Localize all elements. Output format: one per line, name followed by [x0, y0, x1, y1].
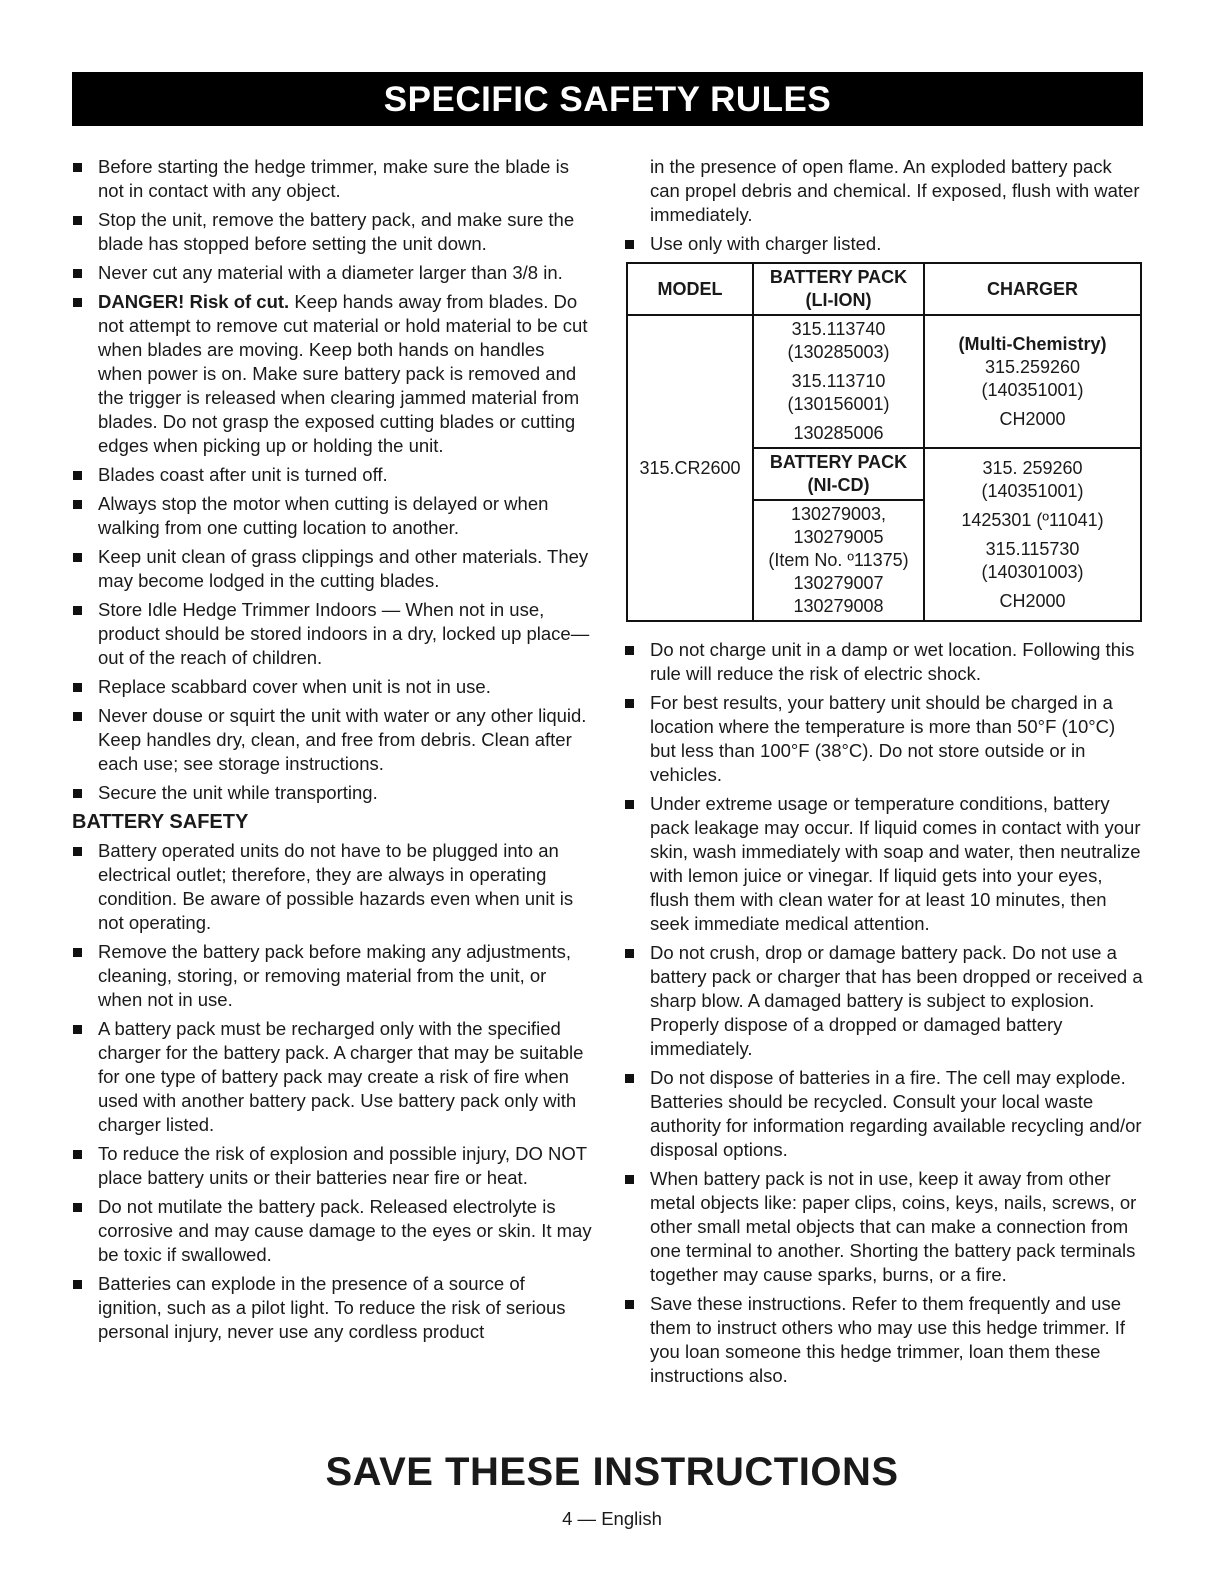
table-cell-line: 130279005	[793, 527, 884, 547]
battery-care-list	[624, 638, 1144, 1388]
table-cell-line: 315.113710	[791, 371, 886, 391]
danger-label: DANGER! Risk of cut.	[98, 291, 290, 312]
nicd-packs-cell	[753, 500, 924, 621]
table-cell-line: CH2000	[999, 590, 1066, 611]
trimmer-rules-list	[72, 155, 592, 805]
list-item: Keep unit clean of grass clippings and other materials. They may become lodged in the cutting blades.	[72, 545, 592, 593]
danger-text: Keep hands away from blades. Do not attempt to remove cut material or hold material to be cut when blades are moving. Keep both hands on handles when power is on. Make sure battery pack is removed and the trigger is released when clearing jammed material from blades. Do not grasp the exposed cutting blades or cutting edges when picking up or holding the unit.	[98, 291, 588, 456]
table-header-battery: BATTERY PACK (LI-ION)	[753, 263, 924, 315]
list-item: A battery pack must be recharged only with the specified charger for the battery pack. A charger that may be suitable for one type of battery pack may create a risk of fire when used with another battery pack. Use battery pack only with charger listed.	[72, 1017, 592, 1137]
nicd-chargers-cell	[924, 448, 1141, 621]
multi-chemistry-label: (Multi-Chemistry)	[958, 333, 1107, 354]
page-number: 4 — English	[562, 1508, 662, 1529]
list-item: Replace scabbard cover when unit is not in use.	[72, 675, 592, 699]
danger-item	[72, 290, 592, 458]
list-item: When battery pack is not in use, keep it away from other metal objects like: paper clips, coins, keys, nails, screws, or other small metal objects that can make a connection from one terminal to another. Shorting the battery pack terminals together may cause sparks, burns, or a fire.	[624, 1167, 1144, 1287]
continued-text: in the presence of open flame. An exploded battery pack can propel debris and chemical. If exposed, flush with water immediately.	[650, 156, 1140, 225]
table-cell-line: 1425301 (º11041)	[961, 509, 1104, 530]
battery-safety-list	[72, 839, 592, 1344]
table-cell-line: CH2000	[999, 408, 1066, 429]
list-item: Always stop the motor when cutting is delayed or when walking from one cutting location to another.	[72, 492, 592, 540]
table-cell-line: 315.115730	[985, 538, 1080, 559]
list-item: Never douse or squirt the unit with water or any other liquid. Keep handles dry, clean, and free from debris. Clean after each use; see storage instructions.	[72, 704, 592, 776]
table-cell-line: (140301003)	[981, 561, 1084, 582]
model-cell: 315.CR2600	[627, 315, 753, 621]
battery-safety-heading: BATTERY SAFETY	[72, 811, 249, 833]
charger-note-list	[624, 232, 1144, 256]
table-header-charger: CHARGER	[924, 263, 1141, 315]
list-item: Stop the unit, remove the battery pack, and make sure the blade has stopped before setting the unit down.	[72, 208, 592, 256]
list-item: Do not charge unit in a damp or wet location. Following this rule will reduce the risk of electric shock.	[624, 638, 1144, 686]
list-item: Battery operated units do not have to be plugged into an electrical outlet; therefore, they are always in operating condition. Be aware of possible hazards even when unit is not operating.	[72, 839, 592, 935]
table-cell-line: 130285006	[793, 423, 884, 443]
list-item: Do not mutilate the battery pack. Released electrolyte is corrosive and may cause damage to the eyes or skin. It may be toxic if swallowed.	[72, 1195, 592, 1267]
list-item: To reduce the risk of explosion and possible injury, DO NOT place battery units or their batteries near fire or heat.	[72, 1142, 592, 1190]
right-column	[624, 155, 1144, 1393]
list-item: Do not crush, drop or damage battery pack. Do not use a battery pack or charger that has been dropped or received a sharp blow. A damaged battery is subject to explosion. Properly dispose of a dropped or damaged battery immediately.	[624, 941, 1144, 1061]
list-item: Under extreme usage or temperature conditions, battery pack leakage may occur. If liquid comes in contact with your skin, wash immediately with soap and water, then neutralize with lemon juice or vinegar. If liquid gets into your eyes, flush them with clean water for at least 10 minutes, then seek immediate medical attention.	[624, 792, 1144, 936]
table-cell-line: 315.113740	[791, 319, 886, 339]
list-item: Secure the unit while transporting.	[72, 781, 592, 805]
table-cell-line: (140351001)	[981, 480, 1084, 501]
list-item: Use only with charger listed.	[624, 232, 1144, 256]
table-header-model: MODEL	[627, 263, 753, 315]
list-item: Blades coast after unit is turned off.	[72, 463, 592, 487]
list-item: Do not dispose of batteries in a fire. The cell may explode. Batteries should be recycled. Consult your local waste authority for information regarding available recycling and/or disposal options.	[624, 1066, 1144, 1162]
list-item: Before starting the hedge trimmer, make sure the blade is not in contact with any object.	[72, 155, 592, 203]
list-item: Store Idle Hedge Trimmer Indoors — When not in use, product should be stored indoors in a dry, locked up place—out of the reach of children.	[72, 598, 592, 670]
table-cell-line: 130279007	[793, 573, 884, 593]
liion-chargers-cell	[924, 315, 1141, 448]
table-cell-line: 130279008	[793, 596, 884, 616]
table-cell-line: (Item No. º11375)	[768, 550, 909, 570]
table-cell-line: (130285003)	[787, 342, 890, 362]
table-cell-line: 315.259260	[984, 356, 1081, 377]
section-title-banner: SPECIFIC SAFETY RULES	[72, 72, 1143, 126]
list-item: For best results, your battery unit should be charged in a location where the temperature is more than 50°F (10°C) but less than 100°F (38°C). Do not store outside or in vehicles.	[624, 691, 1144, 787]
save-instructions-title: SAVE THESE INSTRUCTIONS	[325, 1450, 899, 1494]
table-cell-line: 130279003,	[790, 504, 887, 524]
table-cell-line: (140351001)	[981, 379, 1084, 400]
list-item: Never cut any material with a diameter larger than 3/8 in.	[72, 261, 592, 285]
table-cell-line: 315. 259260	[982, 457, 1083, 478]
left-column	[72, 155, 592, 1349]
list-item: Save these instructions. Refer to them frequently and use them to instruct others who may use this hedge trimmer. If you loan someone this hedge trimmer, loan them these instructions also.	[624, 1292, 1144, 1388]
charger-compatibility-table	[626, 262, 1142, 622]
table-cell-line: (130156001)	[787, 394, 890, 414]
liion-packs-cell	[753, 315, 924, 448]
list-item: Batteries can explode in the presence of a source of ignition, such as a pilot light. To reduce the risk of serious personal injury, never use any cordless product	[72, 1272, 592, 1344]
list-item: Remove the battery pack before making any adjustments, cleaning, storing, or removing material from the unit, or when not in use.	[72, 940, 592, 1012]
nicd-header: BATTERY PACK (NI-CD)	[753, 448, 924, 500]
